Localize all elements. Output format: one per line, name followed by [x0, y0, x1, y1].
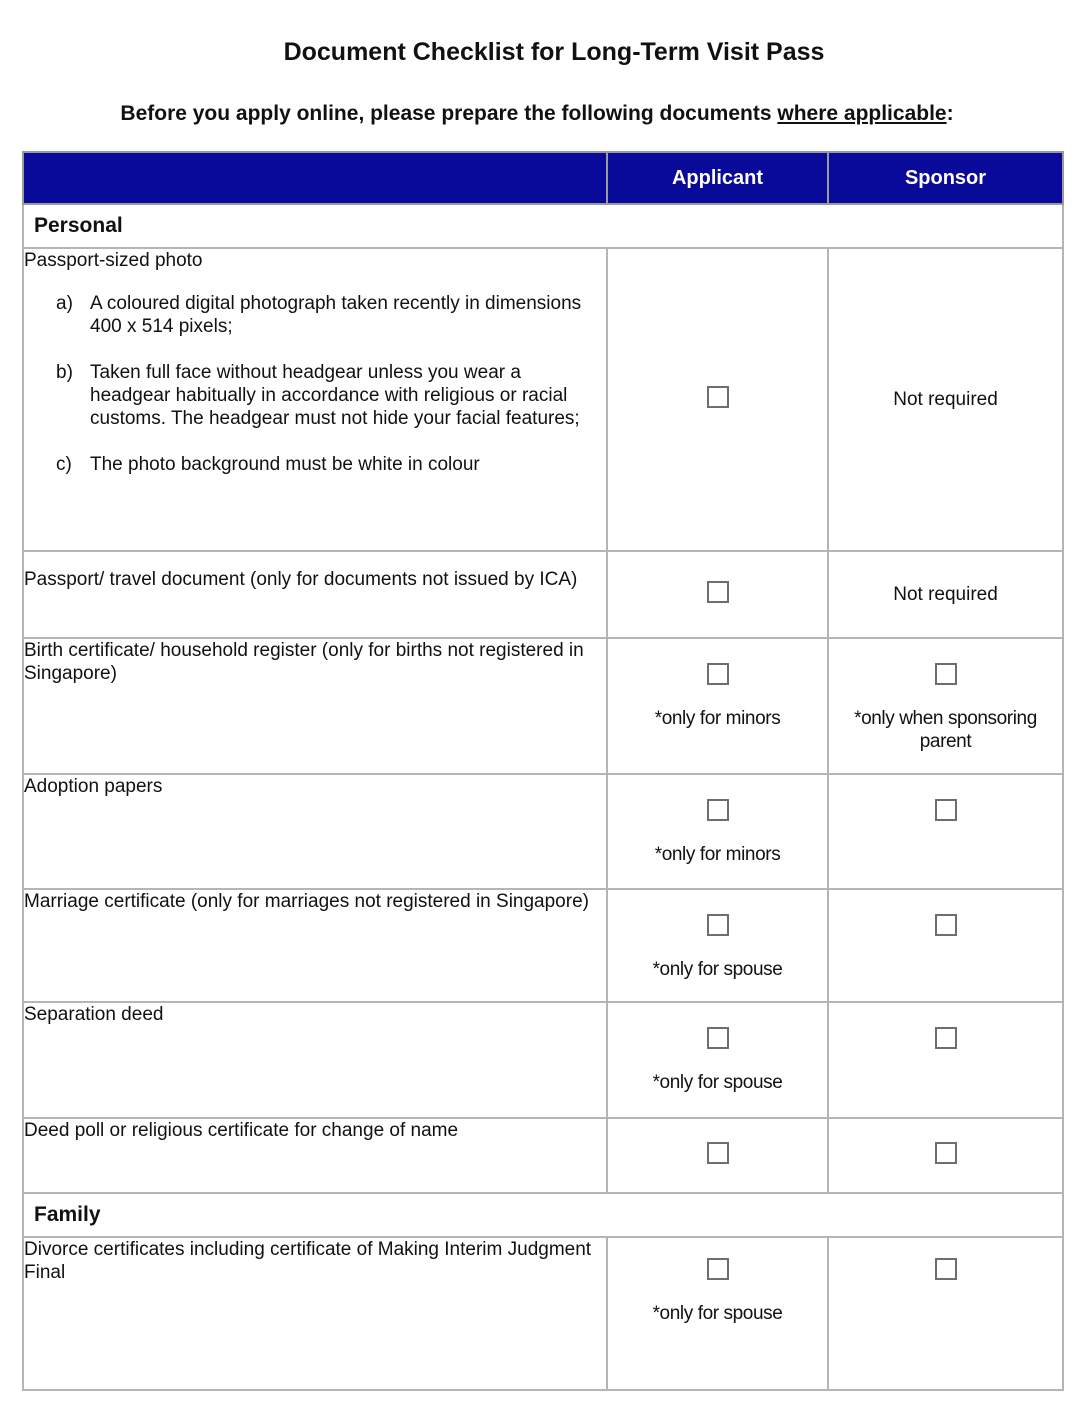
row-label-cell: [23, 889, 607, 1002]
row-label-cell: [23, 1002, 607, 1118]
sponsor-cell: [828, 889, 1063, 1002]
table-row-birth: [23, 638, 1063, 774]
table-row-deedpoll: [23, 1118, 1063, 1193]
sponsor-not-required: Not required: [893, 583, 998, 605]
list-item: [56, 361, 606, 430]
sponsor-checkbox[interactable]: [935, 1142, 957, 1164]
row-label: Marriage certificate (only for marriages not registered in Singapore): [24, 891, 589, 912]
page-subtitle: [0, 102, 1074, 126]
sponsor-cell: [828, 638, 1063, 774]
table-row-divorce: [23, 1237, 1063, 1390]
sponsor-cell: [828, 248, 1063, 551]
sponsor-not-required: Not required: [893, 388, 998, 410]
table-row-separation: [23, 1002, 1063, 1118]
row-label: Separation deed: [24, 1004, 164, 1025]
applicant-note: *only for minors: [654, 844, 781, 865]
list-text: The photo background must be white in colour: [90, 454, 480, 475]
applicant-cell: [607, 551, 828, 638]
applicant-checkbox[interactable]: [707, 1142, 729, 1164]
subtitle-colon: :: [946, 102, 954, 125]
sponsor-note: *only when sponsoring parent: [854, 708, 1037, 752]
applicant-cell: [607, 248, 828, 551]
applicant-cell: [607, 638, 828, 774]
applicant-note: *only for minors: [654, 708, 781, 729]
table-header-row: [23, 152, 1063, 204]
applicant-checkbox[interactable]: [707, 914, 729, 936]
list-letter: c): [56, 454, 72, 475]
row-label-cell: [23, 1237, 607, 1390]
header-blank: [23, 152, 607, 204]
row-label-cell: [23, 638, 607, 774]
section-heading-personal: Personal: [23, 204, 1063, 248]
section-row-family: [23, 1193, 1063, 1237]
row-label-cell: [23, 774, 607, 889]
applicant-note: *only for spouse: [652, 1303, 783, 1324]
sponsor-cell: [828, 551, 1063, 638]
section-row-personal: [23, 204, 1063, 248]
list-letter: a): [56, 293, 73, 314]
applicant-note: *only for spouse: [652, 1072, 783, 1093]
row-label: Passport-sized photo: [24, 250, 203, 271]
subtitle-emphasis: where applicable: [777, 102, 947, 125]
applicant-checkbox[interactable]: [707, 663, 729, 685]
photo-requirements-list: [24, 292, 606, 476]
table-row-marriage: [23, 889, 1063, 1002]
applicant-note: *only for spouse: [652, 959, 783, 980]
applicant-cell: [607, 1118, 828, 1193]
row-label: Adoption papers: [24, 776, 163, 797]
applicant-cell: [607, 889, 828, 1002]
page-title: Document Checklist for Long-Term Visit Pass: [283, 38, 825, 66]
sponsor-cell: [828, 1118, 1063, 1193]
table-row-passport: [23, 551, 1063, 638]
applicant-checkbox[interactable]: [707, 581, 729, 603]
table-row-adoption: [23, 774, 1063, 889]
applicant-checkbox[interactable]: [707, 386, 729, 408]
row-label: Deed poll or religious certificate for change of name: [24, 1120, 459, 1141]
row-label-cell: [23, 551, 607, 638]
row-label: Passport/ travel document (only for documents not issued by ICA): [24, 569, 578, 590]
header-applicant: Applicant: [607, 152, 828, 204]
subtitle-text: Before you apply online, please prepare the following documents: [120, 102, 778, 125]
sponsor-checkbox[interactable]: [935, 799, 957, 821]
row-label: Divorce certificates including certificate of Making Interim Judgment Final: [24, 1239, 592, 1283]
applicant-cell: [607, 1237, 828, 1390]
row-label-cell: [23, 248, 607, 551]
applicant-checkbox[interactable]: [707, 799, 729, 821]
list-item: [56, 292, 606, 338]
document-checklist-table: [22, 151, 1064, 1391]
sponsor-checkbox[interactable]: [935, 663, 957, 685]
applicant-cell: [607, 774, 828, 889]
applicant-checkbox[interactable]: [707, 1027, 729, 1049]
row-label-cell: [23, 1118, 607, 1193]
applicant-checkbox[interactable]: [707, 1258, 729, 1280]
header-sponsor: Sponsor: [828, 152, 1063, 204]
list-letter: b): [56, 362, 73, 383]
row-label: Birth certificate/ household register (only for births not registered in Singapore): [24, 640, 584, 684]
sponsor-cell: [828, 1002, 1063, 1118]
sponsor-cell: [828, 1237, 1063, 1390]
section-heading-family: Family: [23, 1193, 1063, 1237]
sponsor-checkbox[interactable]: [935, 1258, 957, 1280]
sponsor-cell: [828, 774, 1063, 889]
applicant-cell: [607, 1002, 828, 1118]
sponsor-checkbox[interactable]: [935, 914, 957, 936]
sponsor-checkbox[interactable]: [935, 1027, 957, 1049]
list-text: Taken full face without headgear unless you wear a headgear habitually in accordance with religious or racial customs. The headgear must not hide your facial features;: [90, 362, 580, 429]
list-item: [56, 453, 606, 476]
table-row-photo: [23, 248, 1063, 551]
list-text: A coloured digital photograph taken recently in dimensions 400 x 514 pixels;: [90, 293, 582, 337]
